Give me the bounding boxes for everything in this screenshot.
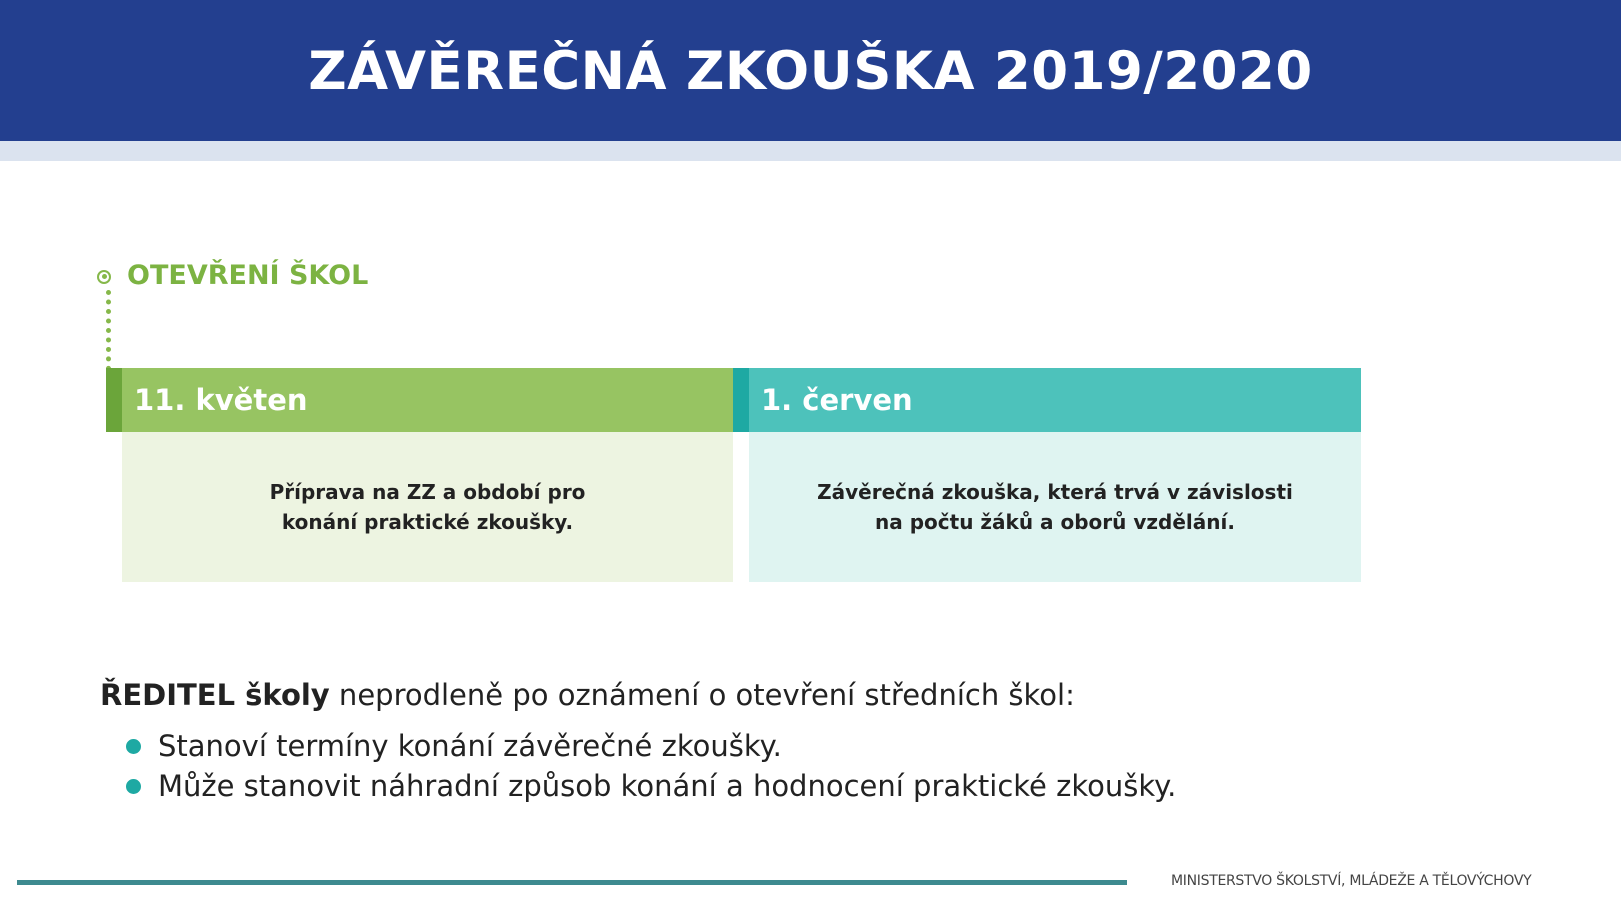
bullet-dot-icon [126, 779, 141, 794]
header-accent-bar [733, 368, 749, 432]
milestone-label: OTEVŘENÍ ŠKOL [127, 259, 369, 291]
list-item [126, 766, 1176, 806]
header-banner [0, 0, 1621, 141]
timeline-column-1 [106, 368, 733, 582]
director-statement [100, 678, 1075, 712]
header-divider [0, 141, 1621, 161]
timeline-header-2 [733, 368, 1361, 432]
director-rest: neprodleně po oznámení o otevření středních škol: [329, 678, 1075, 712]
bullet-text: Může stanovit náhradní způsob konání a hodnocení praktické zkoušky. [158, 769, 1177, 803]
timeline-body-1 [122, 432, 733, 582]
bullet-dot-icon [126, 739, 141, 754]
timeline-description-1: Příprava na ZZ a období pro konání praktické zkoušky. [269, 480, 586, 534]
timeline-date-2: 1. červen [761, 383, 913, 417]
timeline-body-2 [749, 432, 1361, 582]
list-item [126, 726, 1176, 766]
ministry-footer: MINISTERSTVO ŠKOLSTVÍ, MLÁDEŽE A TĚLOVÝCHOVY [1171, 873, 1532, 889]
bullet-text: Stanoví termíny konání závěrečné zkoušky. [158, 729, 782, 763]
footer-divider [17, 880, 1127, 885]
timeline-date-1: 11. květen [134, 383, 308, 417]
target-circle-icon [97, 270, 111, 284]
header-accent-bar [106, 368, 122, 432]
milestone [97, 255, 368, 295]
timeline-column-2 [733, 368, 1361, 582]
director-bold: ŘEDITEL školy [100, 678, 330, 712]
bullet-list [126, 726, 1176, 806]
timeline-description-2: Závěrečná zkouška, která trvá v závislosti na počtu žáků a oborů vzdělání. [817, 480, 1293, 534]
page-title: ZÁVĚREČNÁ ZKOUŠKA 2019/2020 [308, 41, 1313, 102]
timeline-header-1 [106, 368, 733, 432]
